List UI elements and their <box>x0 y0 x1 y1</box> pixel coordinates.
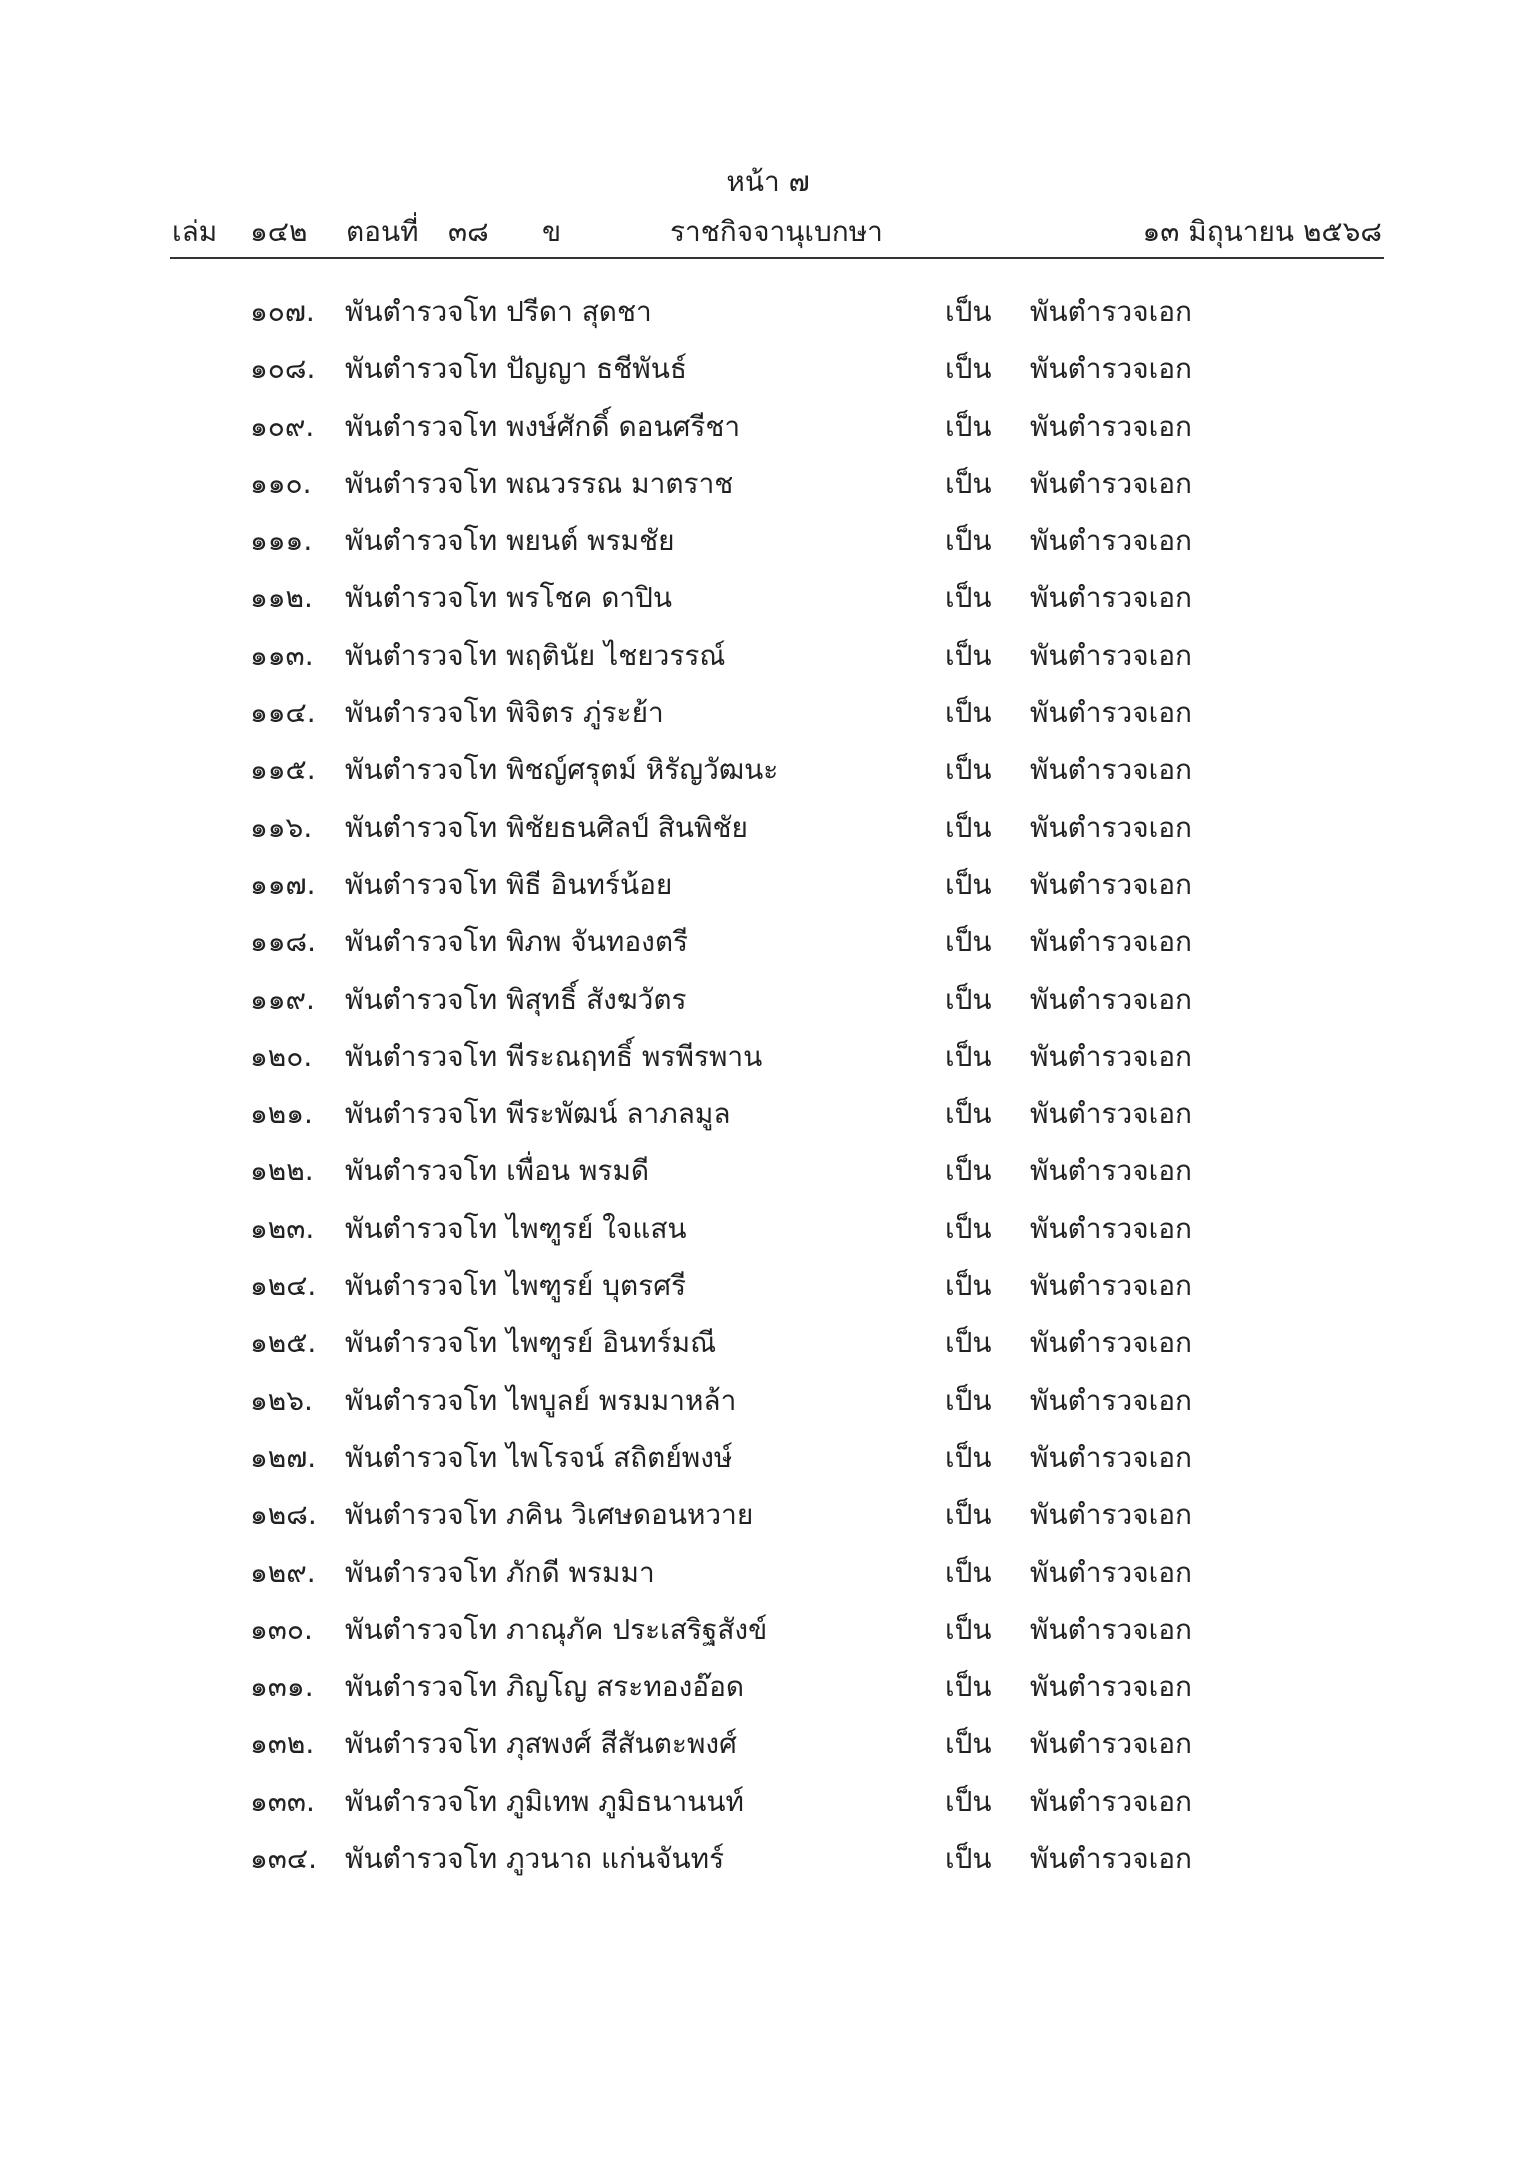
entry-number: ๑๑๐. <box>250 466 312 500</box>
entry-number: ๑๑๙. <box>250 982 315 1016</box>
list-item <box>0 405 1536 462</box>
verb-be: เป็น <box>945 810 992 844</box>
officer-name: พันตำรวจโท พิชญ์ศรุตม์ หิรัญวัฒนะ <box>345 753 779 787</box>
verb-be: เป็น <box>945 638 992 672</box>
entry-number: ๑๒๔. <box>250 1269 317 1303</box>
new-rank: พันตำรวจเอก <box>1030 1269 1193 1303</box>
new-rank: พันตำรวจเอก <box>1030 1440 1193 1474</box>
entry-number: ๑๒๒. <box>250 1154 314 1188</box>
officer-name: พันตำรวจโท พิจิตร ภู่ระย้า <box>345 696 664 730</box>
entry-number: ๑๐๙. <box>250 409 315 443</box>
officer-name: พันตำรวจโท พฤตินัย ไชยวรรณ์ <box>345 638 726 672</box>
officer-name: พันตำรวจโท ภุสพงศ์ สีสันตะพงศ์ <box>345 1727 737 1761</box>
volume-label: เล่ม <box>172 215 218 248</box>
officer-name: พันตำรวจโท ไพบูลย์ พรมมาหล้า <box>345 1383 737 1417</box>
new-rank: พันตำรวจเอก <box>1030 638 1193 672</box>
list-item <box>0 1035 1536 1092</box>
entry-number: ๑๒๐. <box>250 1039 313 1073</box>
list-item <box>0 691 1536 748</box>
new-rank: พันตำรวจเอก <box>1030 1097 1193 1131</box>
new-rank: พันตำรวจเอก <box>1030 1842 1193 1876</box>
list-item <box>0 1264 1536 1321</box>
officer-name: พันตำรวจโท ไพฑูรย์ ใจแสน <box>345 1211 687 1245</box>
officer-name: พันตำรวจโท ไพฑูรย์ บุตรศรี <box>345 1269 687 1303</box>
entry-number: ๑๓๑. <box>250 1670 314 1704</box>
verb-be: เป็น <box>945 696 992 730</box>
list-item <box>0 1780 1536 1837</box>
entry-number: ๑๒๙. <box>250 1555 316 1589</box>
list-item <box>0 519 1536 576</box>
new-rank: พันตำรวจเอก <box>1030 295 1193 328</box>
new-rank: พันตำรวจเอก <box>1030 1154 1193 1188</box>
entry-number: ๑๑๓. <box>250 638 314 672</box>
verb-be: เป็น <box>945 352 992 386</box>
officer-name: พันตำรวจโท ไพฑูรย์ อินทร์มณี <box>345 1326 717 1360</box>
verb-be: เป็น <box>945 982 992 1016</box>
verb-be: เป็น <box>945 466 992 500</box>
officer-name: พันตำรวจโท พีระพัฒน์ ลาภลมูล <box>345 1097 731 1131</box>
new-rank: พันตำรวจเอก <box>1030 1326 1193 1360</box>
officer-name: พันตำรวจโท พิธี อินทร์น้อย <box>345 867 673 901</box>
entry-number: ๑๑๗. <box>250 867 316 901</box>
officer-name: พันตำรวจโท พิภพ จันทองตรี <box>345 925 689 959</box>
entry-number: ๑๒๑. <box>250 1097 313 1131</box>
list-item <box>0 1551 1536 1608</box>
page-number: หน้า ๗ <box>726 165 810 198</box>
promotion-list <box>0 290 1536 1894</box>
officer-name: พันตำรวจโท ภิญโญ สระทองอ๊อด <box>345 1670 745 1704</box>
verb-be: เป็น <box>945 1612 992 1646</box>
new-rank: พันตำรวจเอก <box>1030 867 1193 901</box>
entry-number: ๑๒๖. <box>250 1383 313 1417</box>
officer-name: พันตำรวจโท พีระณฤทธิ์ พรพีรพาน <box>345 1039 763 1073</box>
verb-be: เป็น <box>945 409 992 443</box>
new-rank: พันตำรวจเอก <box>1030 1555 1193 1589</box>
list-item <box>0 576 1536 633</box>
verb-be: เป็น <box>945 295 992 328</box>
officer-name: พันตำรวจโท พณวรรณ มาตราช <box>345 466 734 500</box>
volume-number: ๑๔๒ <box>250 215 308 248</box>
officer-name: พันตำรวจโท พิชัยธนศิลป์ สินพิชัย <box>345 810 748 844</box>
list-item <box>0 1722 1536 1779</box>
officer-name: พันตำรวจโท ภักดี พรมมา <box>345 1555 655 1589</box>
new-rank: พันตำรวจเอก <box>1030 352 1193 386</box>
new-rank: พันตำรวจเอก <box>1030 524 1193 558</box>
entry-number: ๑๑๕. <box>250 753 316 787</box>
new-rank: พันตำรวจเอก <box>1030 753 1193 787</box>
new-rank: พันตำรวจเอก <box>1030 982 1193 1016</box>
list-item <box>0 978 1536 1035</box>
list-item <box>0 1665 1536 1722</box>
entry-number: ๑๒๗. <box>250 1440 317 1474</box>
officer-name: พันตำรวจโท พิสุทธิ์ สังฆวัตร <box>345 982 687 1016</box>
verb-be: เป็น <box>945 1555 992 1589</box>
list-item <box>0 1149 1536 1206</box>
verb-be: เป็น <box>945 1039 992 1073</box>
officer-name: พันตำรวจโท พงษ์ศักดิ์ ดอนศรีชา <box>345 409 741 443</box>
section-letter: ข <box>542 215 562 248</box>
officer-name: พันตำรวจโท ภูมิเทพ ภูมิธนานนท์ <box>345 1784 744 1818</box>
issue-label: ตอนที่ <box>346 215 419 248</box>
new-rank: พันตำรวจเอก <box>1030 1498 1193 1532</box>
officer-name: พันตำรวจโท พรโชค ดาปิน <box>345 581 673 615</box>
verb-be: เป็น <box>945 1211 992 1245</box>
list-item <box>0 1608 1536 1665</box>
issue-number: ๓๘ <box>448 215 489 248</box>
gazette-header <box>172 210 1382 254</box>
new-rank: พันตำรวจเอก <box>1030 1784 1193 1818</box>
list-item <box>0 1207 1536 1264</box>
verb-be: เป็น <box>945 1440 992 1474</box>
list-item <box>0 290 1536 347</box>
entry-number: ๑๒๕. <box>250 1326 317 1360</box>
entry-number: ๑๓๓. <box>250 1784 315 1818</box>
verb-be: เป็น <box>945 1670 992 1704</box>
officer-name: พันตำรวจโท เพื่อน พรมดี <box>345 1154 650 1188</box>
entry-number: ๑๑๔. <box>250 696 316 730</box>
list-item <box>0 1493 1536 1550</box>
entry-number: ๑๑๖. <box>250 810 313 844</box>
new-rank: พันตำรวจเอก <box>1030 409 1193 443</box>
entry-number: ๑๑๑. <box>250 524 313 558</box>
gazette-title: ราชกิจจานุเบกษา <box>670 215 883 248</box>
entry-number: ๑๒๘. <box>250 1498 317 1532</box>
new-rank: พันตำรวจเอก <box>1030 1383 1193 1417</box>
officer-name: พันตำรวจโท ปัญญา ธชีพันธ์ <box>345 352 687 386</box>
entry-number: ๑๐๗. <box>250 295 315 328</box>
list-item <box>0 1321 1536 1378</box>
header-divider <box>170 257 1384 259</box>
verb-be: เป็น <box>945 1154 992 1188</box>
verb-be: เป็น <box>945 1727 992 1761</box>
new-rank: พันตำรวจเอก <box>1030 810 1193 844</box>
officer-name: พันตำรวจโท ปรีดา สุดชา <box>345 295 652 328</box>
entry-number: ๑๒๓. <box>250 1211 315 1245</box>
new-rank: พันตำรวจเอก <box>1030 696 1193 730</box>
new-rank: พันตำรวจเอก <box>1030 1211 1193 1245</box>
officer-name: พันตำรวจโท ไพโรจน์ สถิตย์พงษ์ <box>345 1440 733 1474</box>
verb-be: เป็น <box>945 581 992 615</box>
entry-number: ๑๑๒. <box>250 581 313 615</box>
entry-number: ๑๑๘. <box>250 925 317 959</box>
list-item <box>0 1092 1536 1149</box>
officer-name: พันตำรวจโท ภคิน วิเศษดอนหวาย <box>345 1498 754 1532</box>
new-rank: พันตำรวจเอก <box>1030 1727 1193 1761</box>
verb-be: เป็น <box>945 753 992 787</box>
list-item <box>0 863 1536 920</box>
verb-be: เป็น <box>945 867 992 901</box>
new-rank: พันตำรวจเอก <box>1030 1039 1193 1073</box>
verb-be: เป็น <box>945 1383 992 1417</box>
list-item <box>0 806 1536 863</box>
verb-be: เป็น <box>945 925 992 959</box>
list-item <box>0 748 1536 805</box>
list-item <box>0 347 1536 404</box>
list-item <box>0 1837 1536 1894</box>
new-rank: พันตำรวจเอก <box>1030 1612 1193 1646</box>
new-rank: พันตำรวจเอก <box>1030 466 1193 500</box>
list-item <box>0 634 1536 691</box>
list-item <box>0 462 1536 519</box>
verb-be: เป็น <box>945 1498 992 1532</box>
officer-name: พันตำรวจโท ภาณุภัค ประเสริฐสังข์ <box>345 1612 768 1646</box>
list-item <box>0 920 1536 977</box>
verb-be: เป็น <box>945 1097 992 1131</box>
new-rank: พันตำรวจเอก <box>1030 581 1193 615</box>
verb-be: เป็น <box>945 1784 992 1818</box>
entry-number: ๑๐๘. <box>250 352 316 386</box>
entry-number: ๑๓๔. <box>250 1842 318 1876</box>
officer-name: พันตำรวจโท พยนต์ พรมชัย <box>345 524 675 558</box>
new-rank: พันตำรวจเอก <box>1030 925 1193 959</box>
publication-date: ๑๓ มิถุนายน ๒๕๖๘ <box>1142 215 1382 248</box>
list-item <box>0 1379 1536 1436</box>
verb-be: เป็น <box>945 1269 992 1303</box>
verb-be: เป็น <box>945 1326 992 1360</box>
list-item <box>0 1436 1536 1493</box>
verb-be: เป็น <box>945 524 992 558</box>
new-rank: พันตำรวจเอก <box>1030 1670 1193 1704</box>
officer-name: พันตำรวจโท ภูวนาถ แก่นจันทร์ <box>345 1842 725 1876</box>
verb-be: เป็น <box>945 1842 992 1876</box>
entry-number: ๑๓๐. <box>250 1612 313 1646</box>
entry-number: ๑๓๒. <box>250 1727 315 1761</box>
